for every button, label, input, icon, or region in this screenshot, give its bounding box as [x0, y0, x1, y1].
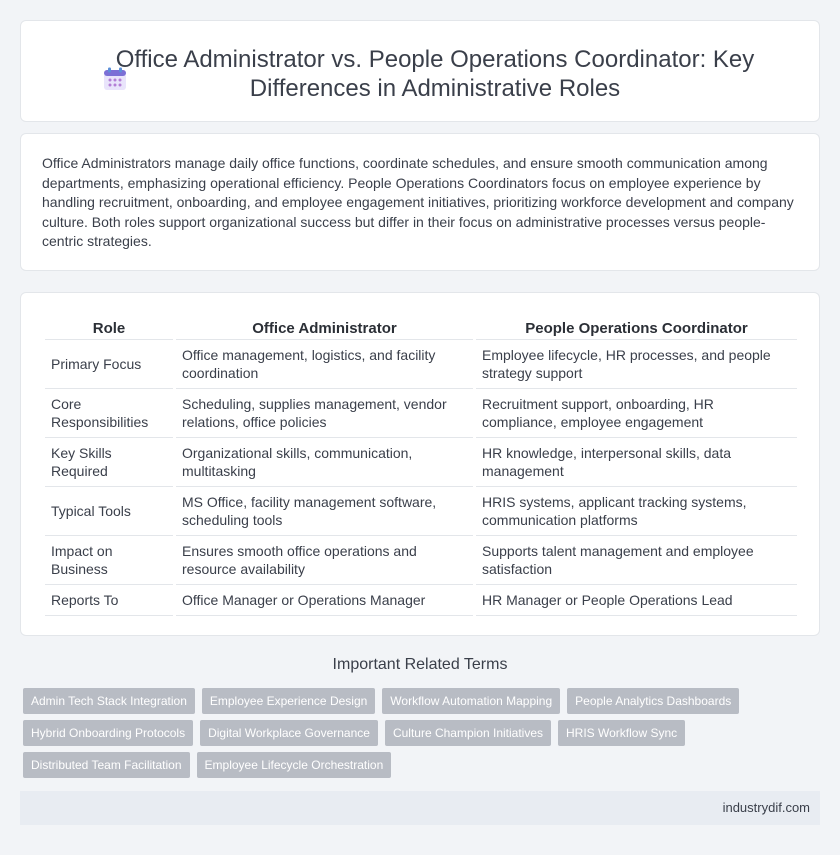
- footer-site-link[interactable]: industrydif.com: [722, 800, 810, 815]
- related-term-tag[interactable]: Employee Experience Design: [202, 688, 375, 714]
- table-row: [45, 487, 797, 536]
- people-operations-cell: Recruitment support, onboarding, HR compliance, employee engagement: [476, 389, 797, 438]
- related-term-tag[interactable]: Culture Champion Initiatives: [385, 720, 551, 746]
- office-administrator-cell: Office management, logistics, and facility coordination: [176, 340, 473, 389]
- related-term-tag[interactable]: Admin Tech Stack Integration: [23, 688, 195, 714]
- related-term-tag[interactable]: Employee Lifecycle Orchestration: [197, 752, 392, 778]
- related-terms-tags: [23, 688, 823, 784]
- related-term-tag[interactable]: Workflow Automation Mapping: [382, 688, 560, 714]
- related-terms-heading: Important Related Terms: [332, 656, 508, 673]
- header-role: Role: [45, 313, 173, 340]
- related-term-tag[interactable]: Hybrid Onboarding Protocols: [23, 720, 193, 746]
- related-term-tag[interactable]: Digital Workplace Governance: [200, 720, 378, 746]
- intro-text: Office Administrators manage daily office functions, coordinate schedules, and ensure smooth communication among departments, emphasizing operational efficiency. People Operations Coordinators focus on employee experience by handling recruitment, onboarding, and employee engagement initiatives, prioritizing workforce development and company culture. Both roles support organizational success but differ in their focus on administrative processes versus people-centric strategies.: [42, 155, 794, 249]
- people-operations-cell: Supports talent management and employee satisfaction: [476, 536, 797, 585]
- related-term-tag[interactable]: HRIS Workflow Sync: [558, 720, 685, 746]
- table-row: [45, 389, 797, 438]
- office-administrator-cell: Organizational skills, communication, multitasking: [176, 438, 473, 487]
- table-row: [45, 536, 797, 585]
- tag-row: [23, 688, 823, 714]
- tag-row: [23, 720, 823, 746]
- row-label: Typical Tools: [45, 487, 173, 536]
- table-row: [45, 585, 797, 616]
- people-operations-cell: HRIS systems, applicant tracking systems, communication platforms: [476, 487, 797, 536]
- people-operations-cell: HR knowledge, interpersonal skills, data management: [476, 438, 797, 487]
- tag-row: [23, 752, 823, 778]
- header-office-administrator: Office Administrator: [176, 313, 473, 340]
- row-label: Core Responsibilities: [45, 389, 173, 438]
- table-row: [45, 438, 797, 487]
- office-administrator-cell: MS Office, facility management software, scheduling tools: [176, 487, 473, 536]
- row-label: Reports To: [45, 585, 173, 616]
- page-title: Office Administrator vs. People Operations Coordinator: Key Differences in Administrative Roles: [115, 46, 755, 102]
- comparison-card: [20, 292, 820, 636]
- comparison-table: [42, 313, 800, 616]
- row-label: Key Skills Required: [45, 438, 173, 487]
- people-operations-cell: Employee lifecycle, HR processes, and people strategy support: [476, 340, 797, 389]
- people-operations-cell: HR Manager or People Operations Lead: [476, 585, 797, 616]
- table-row: [45, 340, 797, 389]
- row-label: Impact on Business: [45, 536, 173, 585]
- footer: [20, 791, 820, 825]
- table-header-row: [45, 313, 797, 340]
- office-administrator-cell: Scheduling, supplies management, vendor relations, office policies: [176, 389, 473, 438]
- office-administrator-cell: Office Manager or Operations Manager: [176, 585, 473, 616]
- title-card: [20, 20, 820, 122]
- intro-card: [20, 133, 820, 271]
- office-administrator-cell: Ensures smooth office operations and resource availability: [176, 536, 473, 585]
- header-people-operations-coordinator: People Operations Coordinator: [476, 313, 797, 340]
- related-term-tag[interactable]: Distributed Team Facilitation: [23, 752, 190, 778]
- row-label: Primary Focus: [45, 340, 173, 389]
- related-term-tag[interactable]: People Analytics Dashboards: [567, 688, 739, 714]
